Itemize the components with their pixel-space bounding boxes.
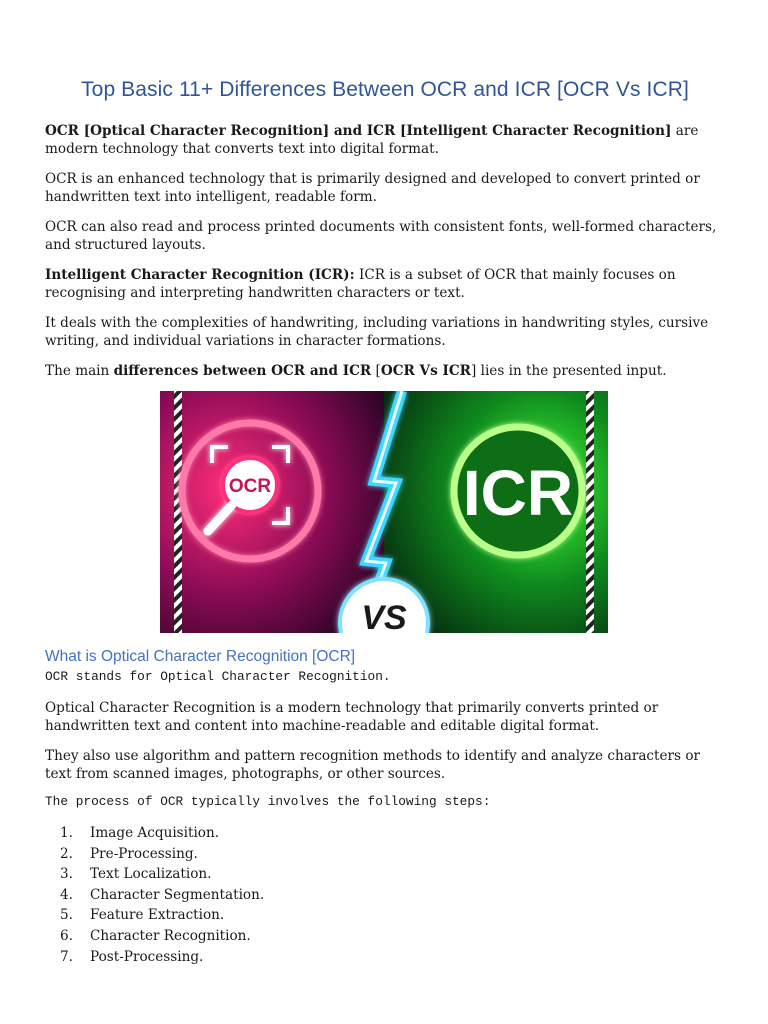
left-stripe (174, 391, 182, 633)
ocr-vs-icr-banner (160, 391, 608, 633)
icr-definition-rest: ICR is a subset of OCR that mainly focuses on recognising and interpreting handwritten characters or text. (45, 267, 676, 301)
icr-emblem (454, 427, 582, 555)
main-diff-bold2: OCR Vs ICR (380, 363, 471, 379)
page-title: Top Basic 11+ Differences Between OCR and ICR [OCR Vs ICR] (81, 78, 689, 101)
main-difference-paragraph (45, 362, 725, 380)
section-heading: What is Optical Character Recognition [OCR] (45, 648, 356, 665)
main-diff-bold1: differences between OCR and ICR (113, 363, 372, 379)
ocr-label: OCR (228, 476, 272, 497)
modern-technology-paragraph: Optical Character Recognition is a modern technology that primarily converts printed or handwritten text and content into machine-readable and editable digital format. (45, 700, 659, 734)
intro-bold: OCR [Optical Character Recognition] and ICR [Intelligent Character Recognition] (45, 123, 672, 139)
stands-for-line: OCR stands for Optical Character Recognition. (45, 669, 391, 684)
process-intro-line: The process of OCR typically involves the following steps: (45, 794, 491, 809)
ocr-printed-paragraph: OCR can also read and process printed documents with consistent fonts, well-formed characters, and structured layouts. (45, 219, 717, 253)
icr-label: ICR (462, 457, 574, 529)
right-stripe (586, 391, 594, 633)
main-diff-post: ] lies in the presented input. (470, 363, 667, 379)
icr-definition-bold: Intelligent Character Recognition (ICR): (45, 267, 355, 283)
intro-paragraph (45, 122, 725, 158)
ocr-enhanced-paragraph: OCR is an enhanced technology that is primarily designed and developed to convert printed or handwritten text into intelligent, readable form. (45, 171, 700, 205)
intro-rest: are modern technology that converts text into digital format. (45, 123, 699, 157)
vs-label: VS (361, 599, 407, 633)
main-diff-pre: The main (45, 363, 114, 379)
icr-definition-paragraph (45, 266, 725, 302)
algorithm-paragraph: They also use algorithm and pattern recognition methods to identify and analyze characters or text from scanned images, photographs, or other sources. (45, 748, 701, 782)
handwriting-paragraph: It deals with the complexities of handwriting, including variations in handwriting styles, cursive writing, and individual variations in character formations. (45, 315, 709, 349)
main-diff-mid: [ (371, 363, 381, 379)
